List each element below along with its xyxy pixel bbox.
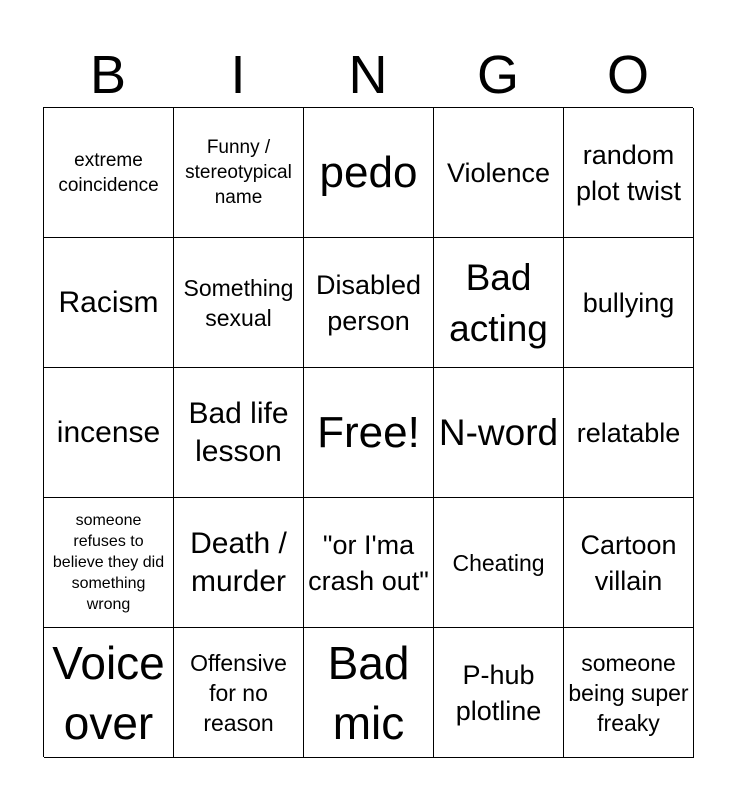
bingo-header bbox=[43, 44, 693, 106]
bingo-cell-b1[interactable]: extreme coincidence bbox=[44, 108, 174, 238]
header-letter-o: O bbox=[606, 45, 649, 105]
bingo-board bbox=[43, 107, 693, 757]
bingo-cell-o3[interactable]: relatable bbox=[564, 368, 694, 498]
bingo-cell-o2[interactable]: bullying bbox=[564, 238, 694, 368]
bingo-cell-g2[interactable]: Bad acting bbox=[434, 238, 564, 368]
bingo-cell-i4[interactable]: Death / murder bbox=[174, 498, 304, 628]
bingo-cell-i5[interactable]: Offensive for no reason bbox=[174, 628, 304, 758]
bingo-cell-g4[interactable]: Cheating bbox=[434, 498, 564, 628]
bingo-cell-i1[interactable]: Funny / stereotypical name bbox=[174, 108, 304, 238]
bingo-cell-o5[interactable]: someone being super freaky bbox=[564, 628, 694, 758]
bingo-cell-b2[interactable]: Racism bbox=[44, 238, 174, 368]
bingo-cell-free[interactable]: Free! bbox=[304, 368, 434, 498]
bingo-cell-i3[interactable]: Bad life lesson bbox=[174, 368, 304, 498]
bingo-cell-o4[interactable]: Cartoon villain bbox=[564, 498, 694, 628]
bingo-cell-g1[interactable]: Violence bbox=[434, 108, 564, 238]
bingo-cell-b3[interactable]: incense bbox=[44, 368, 174, 498]
bingo-cell-n2[interactable]: Disabled person bbox=[304, 238, 434, 368]
bingo-cell-n1[interactable]: pedo bbox=[304, 108, 434, 238]
header-letter-n: N bbox=[348, 45, 388, 105]
header-letter-g: G bbox=[476, 45, 519, 105]
bingo-cell-g3[interactable]: N-word bbox=[434, 368, 564, 498]
bingo-cell-o1[interactable]: random plot twist bbox=[564, 108, 694, 238]
header-letter-i: I bbox=[230, 45, 246, 105]
bingo-cell-n5[interactable]: Bad mic bbox=[304, 628, 434, 758]
bingo-cell-b4[interactable]: someone refuses to believe they did something wrong bbox=[44, 498, 174, 628]
bingo-cell-b5[interactable]: Voice over bbox=[44, 628, 174, 758]
bingo-cell-i2[interactable]: Something sexual bbox=[174, 238, 304, 368]
bingo-cell-n4[interactable]: "or I'ma crash out" bbox=[304, 498, 434, 628]
header-letter-b: B bbox=[89, 45, 127, 105]
bingo-cell-g5[interactable]: P-hub plotline bbox=[434, 628, 564, 758]
